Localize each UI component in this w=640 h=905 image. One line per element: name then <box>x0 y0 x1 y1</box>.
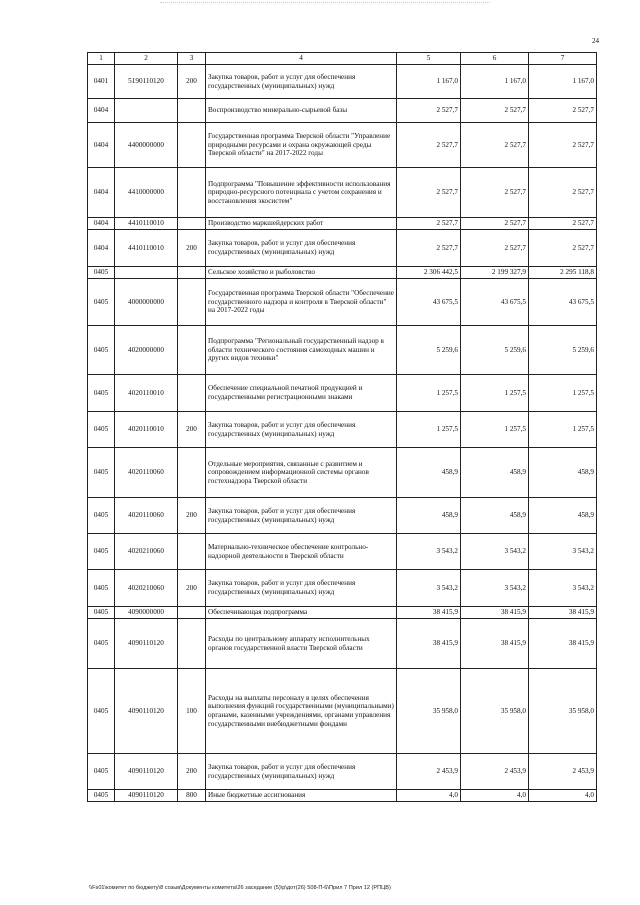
item-name-cell: Обеспечение специальной печатной продукцией и государственными регистрационными знаками <box>206 375 397 412</box>
expense-type-cell: 200 <box>178 412 206 448</box>
amount-cell: 3 543,2 <box>461 534 529 570</box>
amount-cell: 2 527,7 <box>529 123 597 168</box>
amount-cell: 2 295 118,8 <box>529 267 597 279</box>
amount-cell: 2 306 442,5 <box>397 267 461 279</box>
file-path-footer: \\Fs01\комитет по бюджету\8 созыв\Документы комитета\26 заседание (5)\p\дот(26) 508-П-6\Прил 7 Прил 12 (РПЦВ) <box>89 885 391 891</box>
table-row <box>88 375 597 412</box>
header-cell-7: 7 <box>529 53 597 65</box>
target-code-cell: 4020110010 <box>115 412 178 448</box>
header-cell-2: 2 <box>115 53 178 65</box>
target-code-cell: 4020210060 <box>115 534 178 570</box>
amount-cell: 2 527,7 <box>461 168 529 218</box>
item-name-cell: Закупка товаров, работ и услуг для обеспечения государственных (муниципальных) нужд <box>206 570 397 607</box>
budget-table <box>87 52 597 802</box>
table-row <box>88 534 597 570</box>
amount-cell: 2 527,7 <box>529 218 597 230</box>
section-code-cell: 0401 <box>88 65 115 99</box>
section-code-cell: 0405 <box>88 448 115 498</box>
expense-type-cell <box>178 267 206 279</box>
table-row <box>88 754 597 790</box>
table-row <box>88 669 597 754</box>
target-code-cell: 4020110060 <box>115 498 178 534</box>
expense-type-cell: 200 <box>178 754 206 790</box>
amount-cell: 4,0 <box>397 790 461 802</box>
amount-cell: 5 259,6 <box>461 326 529 375</box>
item-name-cell: Воспроизводство минерально-сырьевой базы <box>206 99 397 123</box>
section-code-cell: 0405 <box>88 754 115 790</box>
amount-cell: 3 543,2 <box>529 534 597 570</box>
target-code-cell: 4090110120 <box>115 619 178 669</box>
target-code-cell: 4090110120 <box>115 669 178 754</box>
expense-type-cell <box>178 607 206 619</box>
item-name-cell: Государственная программа Тверской области "Обеспечение государственного надзора и контроля в Тверской области" на 2017-2022 годы <box>206 279 397 326</box>
target-code-cell: 4020210060 <box>115 570 178 607</box>
item-name-cell: Государственная программа Тверской области "Управление природными ресурсами и охрана окружающей среды Тверской области" на 2017-2022 годы <box>206 123 397 168</box>
expense-type-cell <box>178 448 206 498</box>
section-code-cell: 0405 <box>88 279 115 326</box>
scan-artifact-line <box>160 2 490 4</box>
target-code-cell: 4020110010 <box>115 375 178 412</box>
expense-type-cell <box>178 279 206 326</box>
item-name-cell: Расходы по центральному аппарату исполнительных органов государственной власти Тверской области <box>206 619 397 669</box>
expense-type-cell <box>178 326 206 375</box>
table-header-row <box>88 53 597 65</box>
target-code-cell: 4410110010 <box>115 218 178 230</box>
amount-cell: 458,9 <box>529 448 597 498</box>
amount-cell: 1 257,5 <box>529 412 597 448</box>
amount-cell: 35 958,0 <box>461 669 529 754</box>
amount-cell: 2 527,7 <box>397 168 461 218</box>
item-name-cell: Подпрограмма "Повышение эффективности использования природно-ресурсного потенциала с учетом сохранения и восстановления экосистем" <box>206 168 397 218</box>
amount-cell: 2 527,7 <box>397 99 461 123</box>
amount-cell: 5 259,6 <box>529 326 597 375</box>
amount-cell: 38 415,9 <box>397 607 461 619</box>
amount-cell: 2 527,7 <box>397 230 461 267</box>
amount-cell: 2 453,9 <box>397 754 461 790</box>
amount-cell: 43 675,5 <box>529 279 597 326</box>
expense-type-cell <box>178 375 206 412</box>
section-code-cell: 0405 <box>88 790 115 802</box>
item-name-cell: Закупка товаров, работ и услуг для обеспечения государственных (муниципальных) нужд <box>206 412 397 448</box>
section-code-cell: 0404 <box>88 230 115 267</box>
item-name-cell: Производство маркшейдерских работ <box>206 218 397 230</box>
expense-type-cell: 200 <box>178 570 206 607</box>
amount-cell: 1 167,0 <box>461 65 529 99</box>
amount-cell: 38 415,9 <box>529 619 597 669</box>
table-row <box>88 619 597 669</box>
amount-cell: 2 527,7 <box>461 218 529 230</box>
expense-type-cell <box>178 99 206 123</box>
table-row <box>88 168 597 218</box>
target-code-cell: 4090110120 <box>115 754 178 790</box>
amount-cell: 3 543,2 <box>397 534 461 570</box>
section-code-cell: 0405 <box>88 534 115 570</box>
amount-cell: 2 527,7 <box>461 230 529 267</box>
target-code-cell: 4400000000 <box>115 123 178 168</box>
amount-cell: 3 543,2 <box>461 570 529 607</box>
amount-cell: 458,9 <box>397 498 461 534</box>
item-name-cell: Иные бюджетные ассигнования <box>206 790 397 802</box>
expense-type-cell <box>178 168 206 218</box>
section-code-cell: 0405 <box>88 607 115 619</box>
amount-cell: 458,9 <box>461 498 529 534</box>
header-cell-6: 6 <box>461 53 529 65</box>
target-code-cell: 4410000000 <box>115 168 178 218</box>
amount-cell: 38 415,9 <box>461 607 529 619</box>
section-code-cell: 0405 <box>88 619 115 669</box>
amount-cell: 2 527,7 <box>397 123 461 168</box>
header-cell-4: 4 <box>206 53 397 65</box>
section-code-cell: 0404 <box>88 168 115 218</box>
amount-cell: 43 675,5 <box>461 279 529 326</box>
target-code-cell: 4410110010 <box>115 230 178 267</box>
header-cell-5: 5 <box>397 53 461 65</box>
table-row <box>88 790 597 802</box>
target-code-cell: 4020000000 <box>115 326 178 375</box>
amount-cell: 3 543,2 <box>529 570 597 607</box>
table-row <box>88 570 597 607</box>
item-name-cell: Закупка товаров, работ и услуг для обеспечения государственных (муниципальных) нужд <box>206 498 397 534</box>
amount-cell: 458,9 <box>529 498 597 534</box>
amount-cell: 2 453,9 <box>529 754 597 790</box>
expense-type-cell <box>178 218 206 230</box>
table-body <box>88 65 597 802</box>
amount-cell: 4,0 <box>461 790 529 802</box>
section-code-cell: 0405 <box>88 498 115 534</box>
target-code-cell: 4090000000 <box>115 607 178 619</box>
amount-cell: 1 167,0 <box>529 65 597 99</box>
amount-cell: 1 257,5 <box>397 412 461 448</box>
expense-type-cell: 200 <box>178 65 206 99</box>
expense-type-cell: 100 <box>178 669 206 754</box>
expense-type-cell <box>178 619 206 669</box>
page-number: 24 <box>592 37 599 45</box>
target-code-cell: 4090110120 <box>115 790 178 802</box>
amount-cell: 2 527,7 <box>529 230 597 267</box>
header-cell-3: 3 <box>178 53 206 65</box>
amount-cell: 35 958,0 <box>397 669 461 754</box>
table-row <box>88 218 597 230</box>
target-code-cell <box>115 267 178 279</box>
item-name-cell: Закупка товаров, работ и услуг для обеспечения государственных (муниципальных) нужд <box>206 65 397 99</box>
amount-cell: 1 257,5 <box>461 412 529 448</box>
table-row <box>88 65 597 99</box>
table-row <box>88 412 597 448</box>
amount-cell: 1 257,5 <box>397 375 461 412</box>
section-code-cell: 0405 <box>88 326 115 375</box>
amount-cell: 1 257,5 <box>529 375 597 412</box>
table-row <box>88 607 597 619</box>
item-name-cell: Отдельные мероприятия, связанные с развитием и сопровождением информационной системы органов гостехнадзора Тверской области <box>206 448 397 498</box>
section-code-cell: 0405 <box>88 267 115 279</box>
amount-cell: 1 257,5 <box>461 375 529 412</box>
expense-type-cell <box>178 534 206 570</box>
item-name-cell: Сельское хозяйство и рыболовство <box>206 267 397 279</box>
table-row <box>88 99 597 123</box>
item-name-cell: Материально-техническое обеспечение контрольно-надзорной деятельности в Тверской области <box>206 534 397 570</box>
amount-cell: 2 527,7 <box>529 168 597 218</box>
table-row <box>88 326 597 375</box>
item-name-cell: Расходы на выплаты персоналу в целях обеспечения выполнения функций государственными (муниципальными) органами, казенными учреждениями, органами управления государственными внебюджетными фондами <box>206 669 397 754</box>
amount-cell: 38 415,9 <box>529 607 597 619</box>
section-code-cell: 0404 <box>88 123 115 168</box>
amount-cell: 38 415,9 <box>397 619 461 669</box>
amount-cell: 3 543,2 <box>397 570 461 607</box>
target-code-cell: 4000000000 <box>115 279 178 326</box>
target-code-cell: 5190110120 <box>115 65 178 99</box>
amount-cell: 2 527,7 <box>397 218 461 230</box>
table-row <box>88 498 597 534</box>
target-code-cell: 4020110060 <box>115 448 178 498</box>
section-code-cell: 0405 <box>88 669 115 754</box>
section-code-cell: 0405 <box>88 570 115 607</box>
amount-cell: 2 199 327,9 <box>461 267 529 279</box>
amount-cell: 458,9 <box>397 448 461 498</box>
amount-cell: 35 958,0 <box>529 669 597 754</box>
amount-cell: 2 527,7 <box>529 99 597 123</box>
section-code-cell: 0404 <box>88 99 115 123</box>
amount-cell: 1 167,0 <box>397 65 461 99</box>
item-name-cell: Закупка товаров, работ и услуг для обеспечения государственных (муниципальных) нужд <box>206 230 397 267</box>
table-row <box>88 279 597 326</box>
amount-cell: 2 527,7 <box>461 99 529 123</box>
table-row <box>88 123 597 168</box>
table-row <box>88 267 597 279</box>
section-code-cell: 0405 <box>88 412 115 448</box>
amount-cell: 43 675,5 <box>397 279 461 326</box>
section-code-cell: 0404 <box>88 218 115 230</box>
amount-cell: 2 527,7 <box>461 123 529 168</box>
item-name-cell: Закупка товаров, работ и услуг для обеспечения государственных (муниципальных) нужд <box>206 754 397 790</box>
amount-cell: 2 453,9 <box>461 754 529 790</box>
header-cell-1: 1 <box>88 53 115 65</box>
amount-cell: 5 259,6 <box>397 326 461 375</box>
amount-cell: 4,0 <box>529 790 597 802</box>
item-name-cell: Обеспечивающая подпрограмма <box>206 607 397 619</box>
amount-cell: 38 415,9 <box>461 619 529 669</box>
target-code-cell <box>115 99 178 123</box>
table-row <box>88 448 597 498</box>
table-row <box>88 230 597 267</box>
amount-cell: 458,9 <box>461 448 529 498</box>
expense-type-cell: 800 <box>178 790 206 802</box>
section-code-cell: 0405 <box>88 375 115 412</box>
expense-type-cell: 200 <box>178 498 206 534</box>
expense-type-cell: 200 <box>178 230 206 267</box>
item-name-cell: Подпрограмма "Региональный государственный надзор в области технического состояния самоходных машин и других видов техники" <box>206 326 397 375</box>
expense-type-cell <box>178 123 206 168</box>
